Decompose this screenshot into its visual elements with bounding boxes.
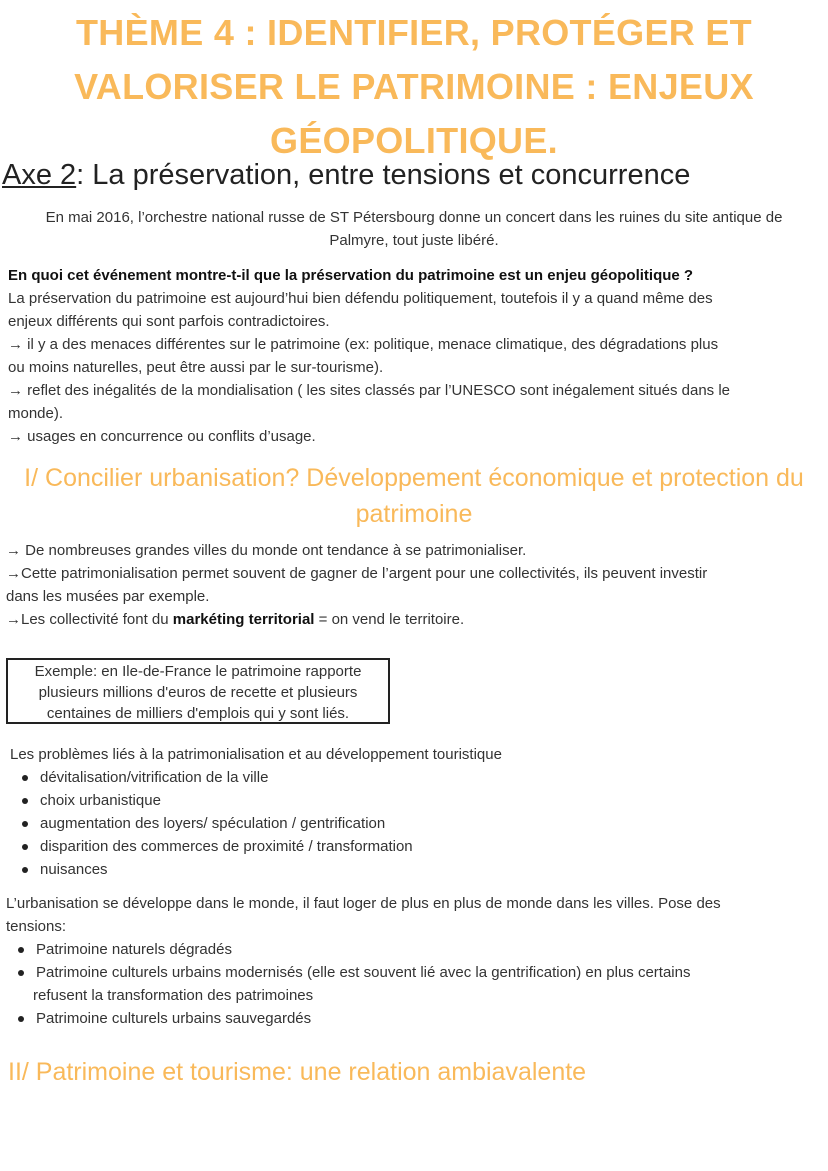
list-item: choix urbanistique [10,789,502,812]
question-text: En quoi cet événement montre-t-il que la préservation du patrimoine est un enjeu géopolitique ? [8,267,694,284]
list-item-continuation: refusent la transformation des patrimoines [33,987,314,1004]
problems-block [10,743,502,881]
section-1-heading [0,460,828,532]
intro-line-1: En mai 2016, l’orchestre national russe de ST Pétersbourg donne un concert dans les ruines du site antique de [45,209,783,226]
axe-heading [2,156,690,194]
bullet-icon [18,1016,24,1022]
section-1-line-2: patrimoine [355,500,473,528]
example-line-1: Exemple: en Ile-de-France le patrimoine rapporte [34,663,362,680]
s1-line-1: → De nombreuses grandes villes du monde ont tendance à se patrimonialiser. [6,542,527,559]
urban-line-2: tensions: [6,918,67,935]
urban-line-1: L’urbanisation se développe dans le monde, il faut loger de plus en plus de monde dans les villes. Pose des [6,895,721,912]
list-item: Patrimoine culturels urbains modernisés (elle est souvent lié avec la gentrification) en plus certains [6,961,721,984]
list-item: Patrimoine culturels urbains sauvegardés [6,1007,721,1030]
example-line-2: plusieurs millions d'euros de recette et plusieurs [38,684,358,701]
title-line-1: THÈME 4 : IDENTIFIER, PROTÉGER ET [76,12,752,53]
answer-line-6: monde). [8,405,64,422]
urban-list [6,938,721,1030]
bullet-icon [22,844,28,850]
problems-list [10,766,502,881]
intro-line-2: Palmyre, tout juste libéré. [329,232,499,249]
answer-line-5: → reflet des inégalités de la mondialisation ( les sites classés par l’UNESCO sont inégalement situés dans le [8,382,731,399]
example-line-3: centaines de milliers d'emplois qui y sont liés. [46,705,350,722]
axe-text: : La préservation, entre tensions et concurrence [76,159,691,191]
section-1-text [6,539,707,631]
answer-line-4: ou moins naturelles, peut être aussi par le sur-tourisme). [8,359,384,376]
marketing-territorial-term: markéting territorial [172,611,315,628]
problems-intro: Les problèmes liés à la patrimonialisation et au développement touristique [10,746,502,763]
bullet-icon [22,821,28,827]
page-title [0,6,828,168]
answer-line-3: → il y a des menaces différentes sur le patrimoine (ex: politique, menace climatique, des dégradations plus [8,336,719,353]
title-line-3: GÉOPOLITIQUE. [270,120,558,161]
list-item: nuisances [10,858,502,881]
axe-label: Axe 2 [2,159,77,191]
list-item: Patrimoine naturels dégradés [6,938,721,961]
list-item: dévitalisation/vitrification de la ville [10,766,502,789]
s1-line-3: dans les musées par exemple. [6,588,210,605]
bullet-icon [18,947,24,953]
answer-line-1: La préservation du patrimoine est aujourd’hui bien défendu politiquement, toutefois il y a quand même des [8,290,713,307]
example-box [6,658,390,724]
section-1-line-1: I/ Concilier urbanisation? Développement économique et protection du [24,464,804,492]
bullet-icon [18,970,24,976]
intro-paragraph [0,206,828,252]
s1-line-2: →Cette patrimonialisation permet souvent de gagner de l’argent pour une collectivités, ils peuvent investir [6,565,708,582]
list-item: disparition des commerces de proximité / transformation [10,835,502,858]
answer-line-7: → usages en concurrence ou conflits d’usage. [8,428,316,445]
s1-line-4 [6,608,707,631]
s1-line-4-a: →Les collectivité font du [6,611,173,628]
question-block [8,264,730,448]
list-item: augmentation des loyers/ spéculation / gentrification [10,812,502,835]
s1-line-4-c: = on vend le territoire. [314,611,465,628]
bullet-icon [22,867,28,873]
urbanisation-block [6,892,721,1030]
section-2-heading: II/ Patrimoine et tourisme: une relation ambiavalente [8,1058,587,1086]
bullet-icon [22,798,28,804]
title-line-2: VALORISER LE PATRIMOINE : ENJEUX [74,66,754,107]
answer-line-2: enjeux différents qui sont parfois contradictoires. [8,313,330,330]
bullet-icon [22,775,28,781]
